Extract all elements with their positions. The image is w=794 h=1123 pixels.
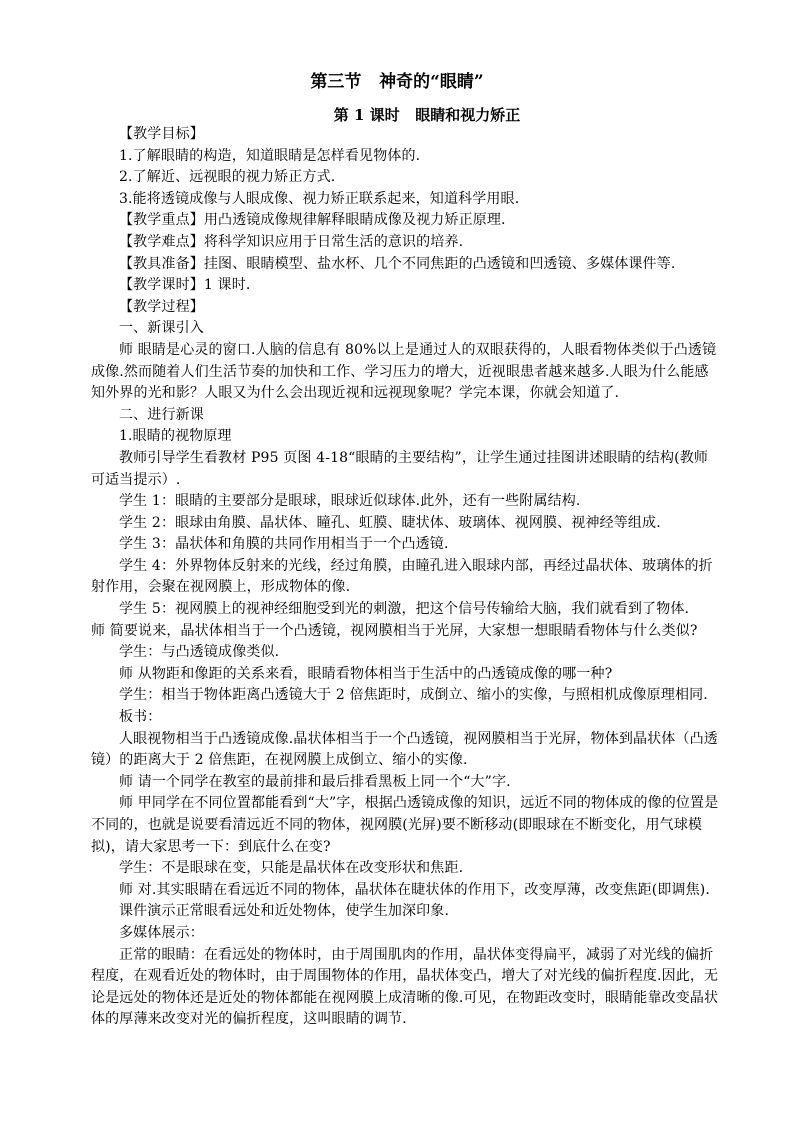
paragraph: 2.了解近、远视眼的视力矫正方式. bbox=[119, 169, 336, 186]
paragraph: 1.了解眼睛的构造，知道眼睛是怎样看见物体的. bbox=[119, 147, 421, 164]
paragraph: 师 请一个同学在教室的最前排和最后排看黑板上同一个“大”字. bbox=[119, 773, 511, 790]
paragraph: 学生 3：晶状体和角膜的共同作用相当于一个凸透镜. bbox=[119, 536, 449, 553]
paragraph: 【教具准备】挂图、眼睛模型、盐水杯、几个不同焦距的凸透镜和凹透镜、多媒体课件等. bbox=[119, 255, 676, 272]
document-title: 第三节 神奇的“眼睛” bbox=[310, 72, 484, 92]
paragraph: 人眼视物相当于凸透镜成像.晶状体相当于一个凸透镜，视网膜相当于光屏，物体到晶状体（凸透镜）的距离大于 2 倍焦距，在视网膜上成倒立、缩小的实像. bbox=[91, 730, 718, 769]
paragraph: 学生 1：眼睛的主要部分是眼球，眼球近似球体.此外，还有一些附属结构. bbox=[119, 493, 581, 510]
section-heading: 【教学过程】 bbox=[119, 298, 204, 315]
document-body bbox=[91, 124, 721, 1031]
paragraph: 师 眼睛是心灵的窗口.人脑的信息有 80%以上是通过人的双眼获得的，人眼看物体类似于凸透镜成像.然而随着人们生活节奏的加快和工作、学习压力的增大，近视眼患者越来越多.人眼为什么能感知外界的光和影？人眼又为什么会出现近视和远视现象呢？学完本课，你就会知道了. bbox=[91, 341, 717, 402]
paragraph: 课件演示正常眼看远处和近处物体，使学生加深印象. bbox=[119, 903, 450, 920]
paragraph: 一、新课引入 bbox=[119, 320, 204, 337]
paragraph: 师 从物距和像距的关系来看，眼睛看物体相当于生活中的凸透镜成像的哪一种? bbox=[119, 665, 613, 682]
paragraph: 教师引导学生看教材 P95 页图 4-18“眼睛的主要结构”，让学生通过挂图讲述眼睛的结构(教师可适当提示）. bbox=[91, 449, 709, 488]
paragraph: 学生 4：外界物体反射来的光线，经过角膜，由瞳孔进入眼球内部，再经过晶状体、玻璃体的折射作用，会聚在视网膜上，形成物体的像. bbox=[91, 557, 713, 596]
paragraph: 师 甲同学在不同位置都能看到“大”字，根据凸透镜成像的知识，远近不同的物体成的像的位置是不同的，也就是说要看清远近不同的物体，视网膜(光屏)要不断移动(即眼球在不断变化，用气球模拟)，请大家思考一下：到底什么在变? bbox=[91, 795, 719, 855]
paragraph: 学生：不是眼球在变，只能是晶状体在改变形状和焦距. bbox=[119, 860, 464, 877]
paragraph: 3.能将透镜成像与人眼成像、视力矫正联系起来，知道科学用眼. bbox=[119, 190, 520, 207]
paragraph: 学生 2：眼球由角膜、晶状体、瞳孔、虹膜、睫状体、玻璃体、视网膜、视神经等组成. bbox=[119, 514, 661, 531]
paragraph: 学生：与凸透镜成像类似. bbox=[119, 644, 280, 661]
paragraph: 板书： bbox=[119, 709, 162, 726]
paragraph: 师 对.其实眼睛在看远近不同的物体，晶状体在睫状体的作用下，改变厚薄，改变焦距(即调焦). bbox=[119, 881, 711, 898]
paragraph: 学生：相当于物体距离凸透镜大于 2 倍焦距时，成倒立、缩小的实像，与照相机成像原理相同. bbox=[119, 687, 708, 704]
paragraph: 【教学重点】用凸透镜成像规律解释眼睛成像及视力矫正原理. bbox=[119, 212, 506, 229]
paragraph: 多媒体展示： bbox=[119, 924, 204, 941]
paragraph: 正常的眼睛：在看远处的物体时，由于周围肌肉的作用，晶状体变得扁平，减弱了对光线的偏折程度，在观看近处的物体时，由于周围物体的作用，晶状体变凸，增大了对光线的偏折程度.因此，无论是远处的物体还是近处的物体都能在视网膜上成清晰的像.可见，在物距改变时，眼睛能靠改变晶状体的厚薄来改变对光的偏折程度，这叫眼睛的调节. bbox=[91, 946, 719, 1028]
paragraph: 二、进行新课 bbox=[119, 406, 204, 423]
paragraph: 师 简要说来，晶状体相当于一个凸透镜，视网膜相当于光屏，大家想一想眼睛看物体与什么类似? bbox=[91, 622, 698, 639]
paragraph: 【教学难点】将科学知识应用于日常生活的意识的培养. bbox=[119, 233, 464, 250]
lesson-subtitle: 第 1 课时 眼睛和视力矫正 bbox=[333, 106, 521, 124]
section-heading: 【教学目标】 bbox=[119, 126, 204, 142]
paragraph: 【教学课时】1 课时. bbox=[119, 277, 251, 294]
paragraph: 学生 5：视网膜上的视神经细胞受到光的刺激，把这个信号传输给大脑，我们就看到了物体. bbox=[119, 601, 690, 618]
paragraph: 1.眼睛的视物原理 bbox=[119, 428, 232, 445]
